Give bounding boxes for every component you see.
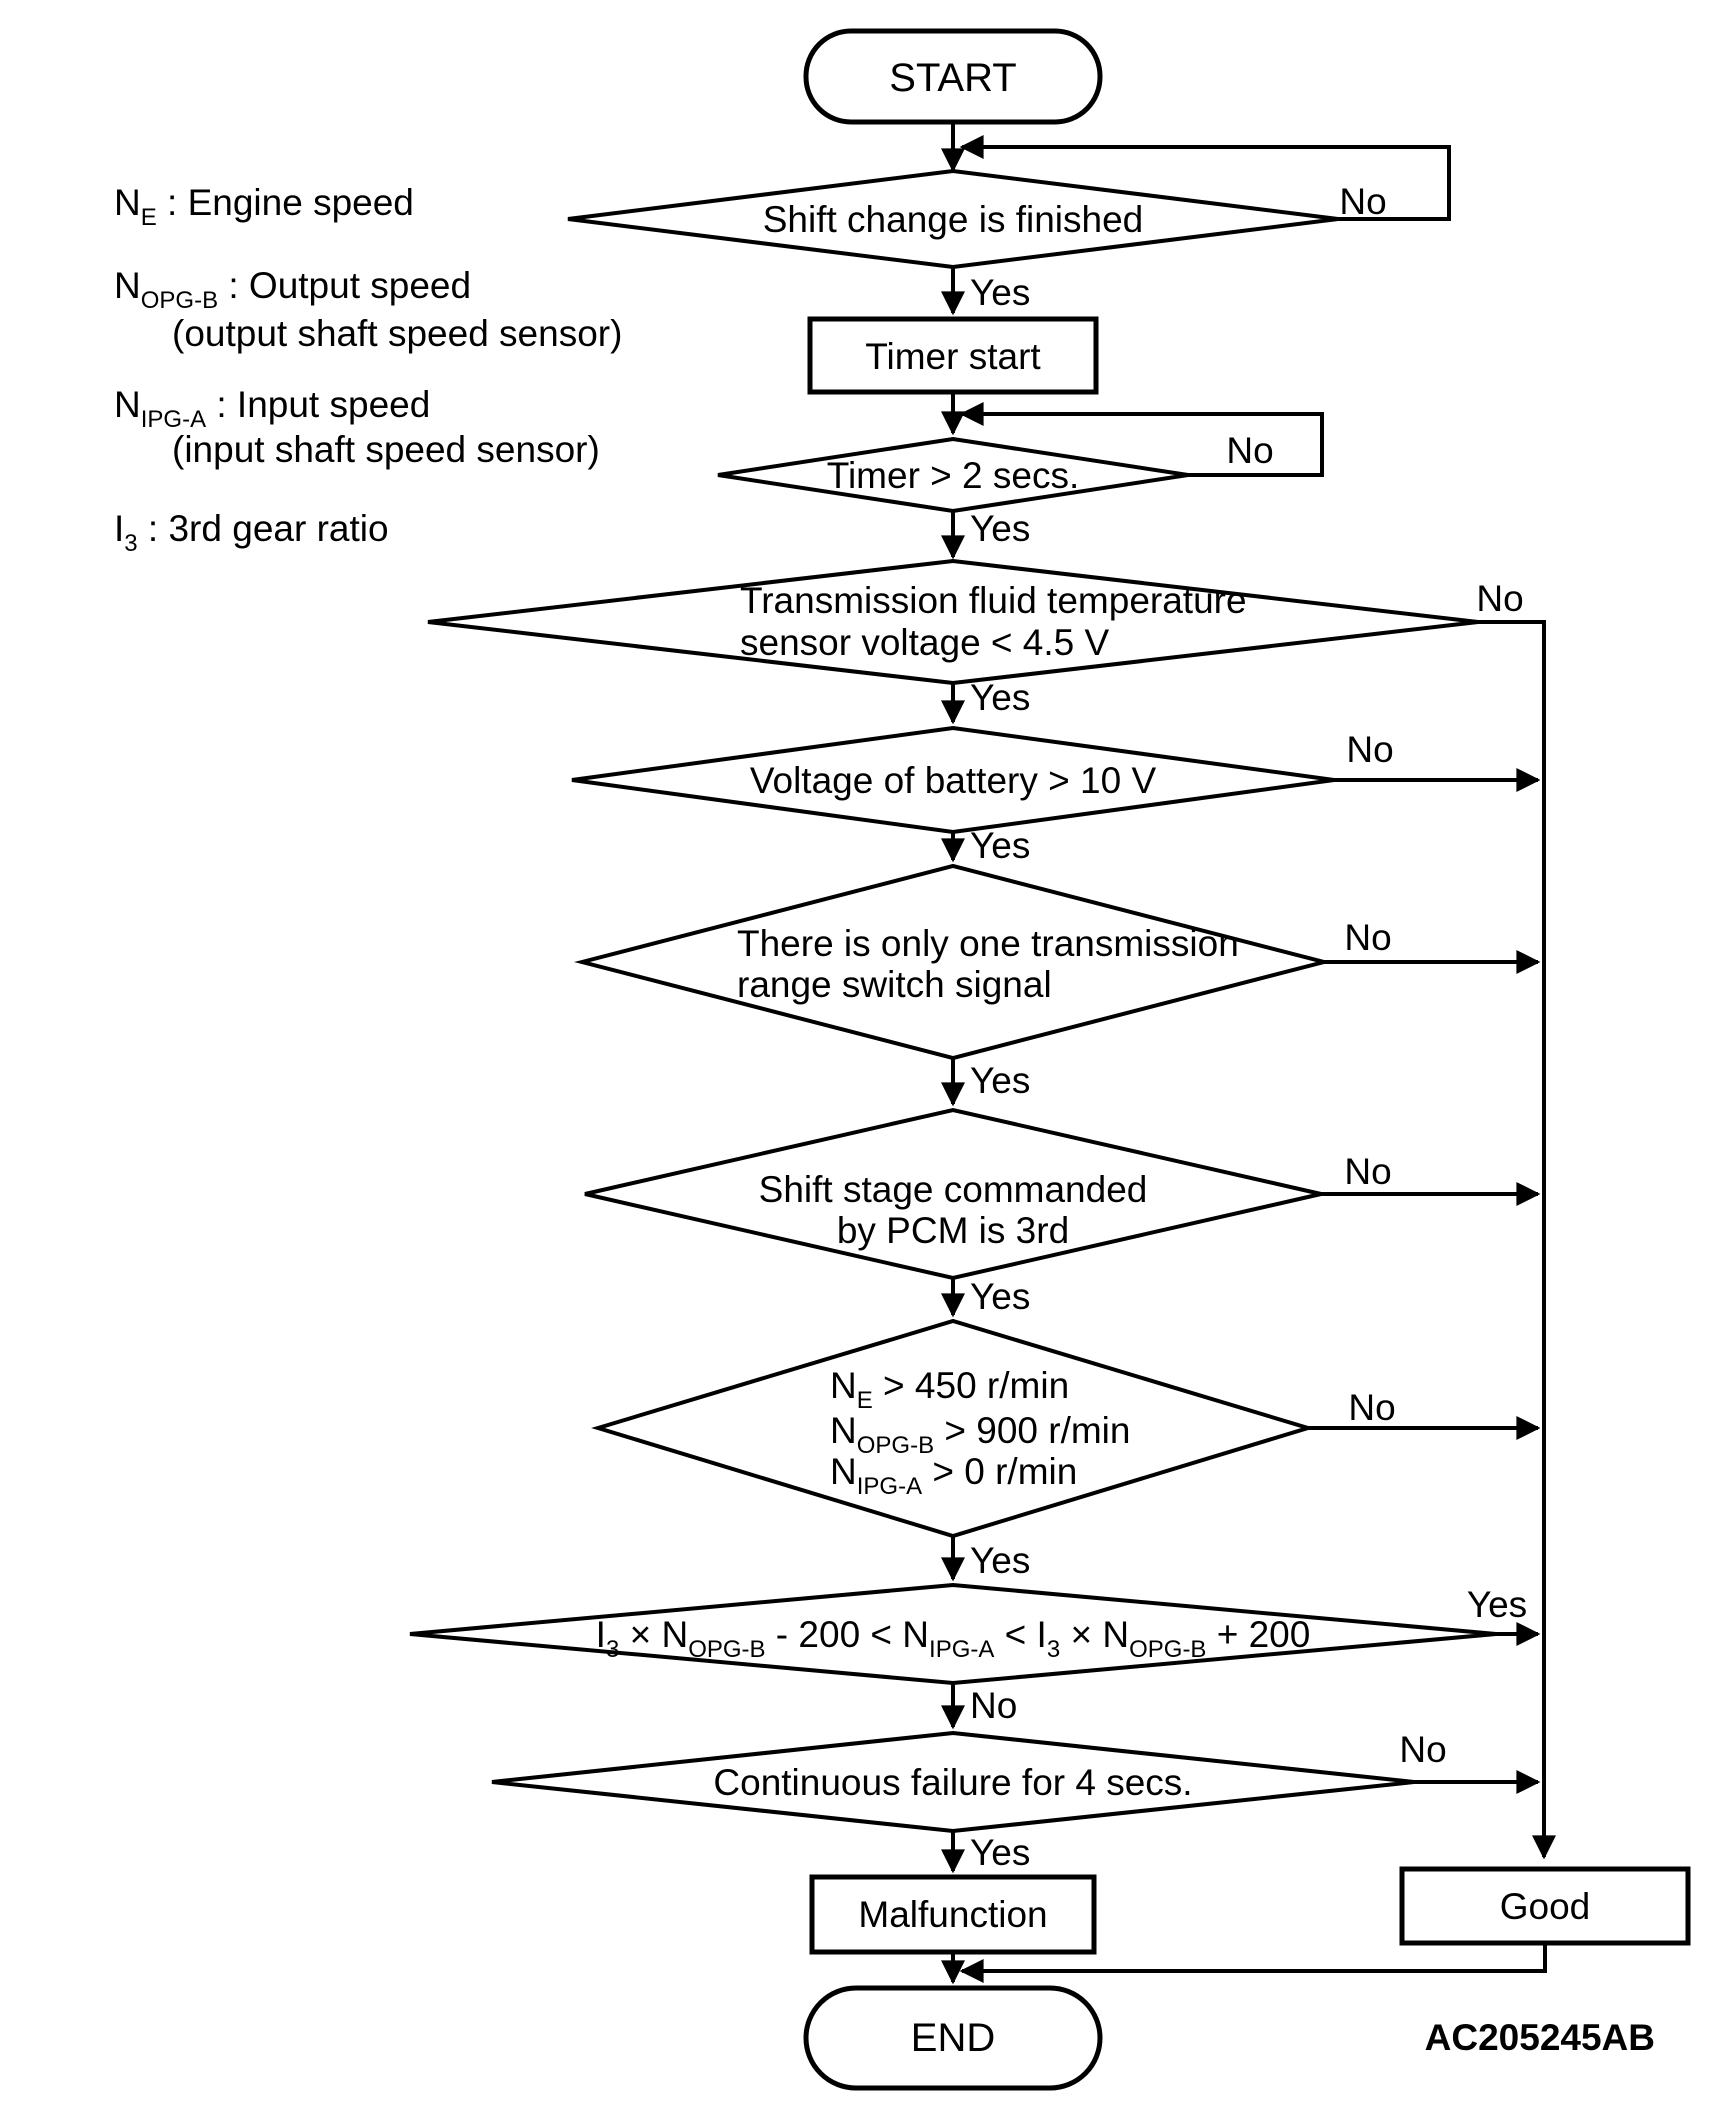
edge-label-yes-shift-change: Yes xyxy=(970,272,1031,313)
connectors xyxy=(953,122,1545,1982)
subscript-run: IPG-A xyxy=(929,1636,995,1663)
edge-label-no-timer-check: No xyxy=(1226,430,1274,471)
subscript-run: E xyxy=(140,204,157,231)
edge-label-no-cont-failure: No xyxy=(1399,1729,1447,1770)
text-run: > 900 r/min xyxy=(934,1410,1131,1451)
text-run: N xyxy=(830,1365,857,1406)
edge-label-no-shift-stage: No xyxy=(1344,1151,1392,1192)
range-switch-label-line2: range switch signal xyxy=(737,964,1052,1005)
edge-label-no-battery: No xyxy=(1346,729,1394,770)
text-run: I xyxy=(595,1614,606,1655)
rail-no-branch-to-good xyxy=(1478,622,1544,1857)
legend-engine-speed xyxy=(114,182,414,231)
text-run: : 3rd gear ratio xyxy=(137,508,389,549)
legend-output-speed-paren: (output shaft speed sensor) xyxy=(172,313,623,354)
text-run: × N xyxy=(619,1614,689,1655)
legend-output-speed xyxy=(114,265,471,314)
edge-label-yes-speeds: Yes xyxy=(970,1540,1031,1581)
end-label: END xyxy=(910,2016,996,2060)
text-run: : Engine speed xyxy=(156,182,414,223)
shift-change-label: Shift change is finished xyxy=(762,199,1144,240)
figure-code-label: AC205245AB xyxy=(1424,2017,1655,2058)
subscript-run: 3 xyxy=(124,530,138,557)
battery-label: Voltage of battery > 10 V xyxy=(749,760,1157,801)
text-run: : Output speed xyxy=(218,265,472,306)
timer-check-label: Timer > 2 secs. xyxy=(826,455,1080,496)
text-run: N xyxy=(830,1410,857,1451)
continuous-failure-label: Continuous failure for 4 secs. xyxy=(713,1762,1193,1803)
edge-label-yes-battery: Yes xyxy=(970,825,1031,866)
text-run: N xyxy=(114,265,141,306)
subscript-run: OPG-B xyxy=(140,287,219,314)
text-run: > 0 r/min xyxy=(922,1451,1078,1492)
subscript-run: IPG-A xyxy=(856,1473,923,1500)
subscript-run: IPG-A xyxy=(140,406,207,433)
legend-input-speed xyxy=(114,384,430,433)
fluid-temp-label-line2: sensor voltage < 4.5 V xyxy=(740,622,1110,663)
timer-start-label: Timer start xyxy=(865,336,1041,377)
text-run: - 200 < N xyxy=(765,1614,930,1655)
fluid-temp-label-line1: Transmission fluid temperature xyxy=(740,580,1247,621)
edge-label-yes-fluid-temp: Yes xyxy=(970,677,1031,718)
edge-label-no-range-switch: No xyxy=(1344,917,1392,958)
edge-label-no-gear-ratio: No xyxy=(970,1685,1018,1726)
start-label: START xyxy=(889,56,1017,100)
legend xyxy=(114,182,622,557)
subscript-run: OPG-B xyxy=(856,1432,935,1459)
edge-label-yes-gear-ratio: Yes xyxy=(1466,1584,1528,1625)
edge-label-yes-timer-check: Yes xyxy=(970,508,1031,549)
text-run: I xyxy=(114,508,125,549)
text-run: : Input speed xyxy=(206,384,431,425)
edge-label-yes-range-switch: Yes xyxy=(970,1060,1031,1101)
decision-gear-ratio xyxy=(410,1585,1496,1683)
legend-input-speed-paren: (input shaft speed sensor) xyxy=(172,429,600,470)
edge-label-no-speeds: No xyxy=(1348,1387,1396,1428)
text-run: × N xyxy=(1060,1614,1130,1655)
subscript-run: OPG-B xyxy=(1129,1636,1207,1663)
legend-gear-ratio xyxy=(114,508,389,557)
malfunction-label: Malfunction xyxy=(858,1894,1048,1935)
text-run: + 200 xyxy=(1206,1614,1311,1655)
edge-label-no-shift-change: No xyxy=(1339,181,1387,222)
text-run: < I xyxy=(994,1614,1047,1655)
subscript-run: 3 xyxy=(1046,1636,1061,1663)
text-run: > 450 r/min xyxy=(872,1365,1070,1406)
shift-stage-label-line1: Shift stage commanded xyxy=(758,1169,1148,1210)
subscript-run: OPG-B xyxy=(688,1636,766,1663)
text-run: N xyxy=(114,182,141,223)
edge-label-no-fluid-temp: No xyxy=(1476,578,1524,619)
good-label: Good xyxy=(1499,1886,1591,1927)
subscript-run: E xyxy=(856,1387,873,1414)
range-switch-label-line1: There is only one transmission xyxy=(737,923,1239,964)
edge-label-yes-cont-failure: Yes xyxy=(970,1832,1031,1873)
shift-stage-label-line2: by PCM is 3rd xyxy=(836,1210,1070,1251)
edge-label-yes-shift-stage: Yes xyxy=(970,1276,1031,1317)
text-run: N xyxy=(114,384,141,425)
text-run: N xyxy=(830,1451,857,1492)
subscript-run: 3 xyxy=(605,1636,620,1663)
